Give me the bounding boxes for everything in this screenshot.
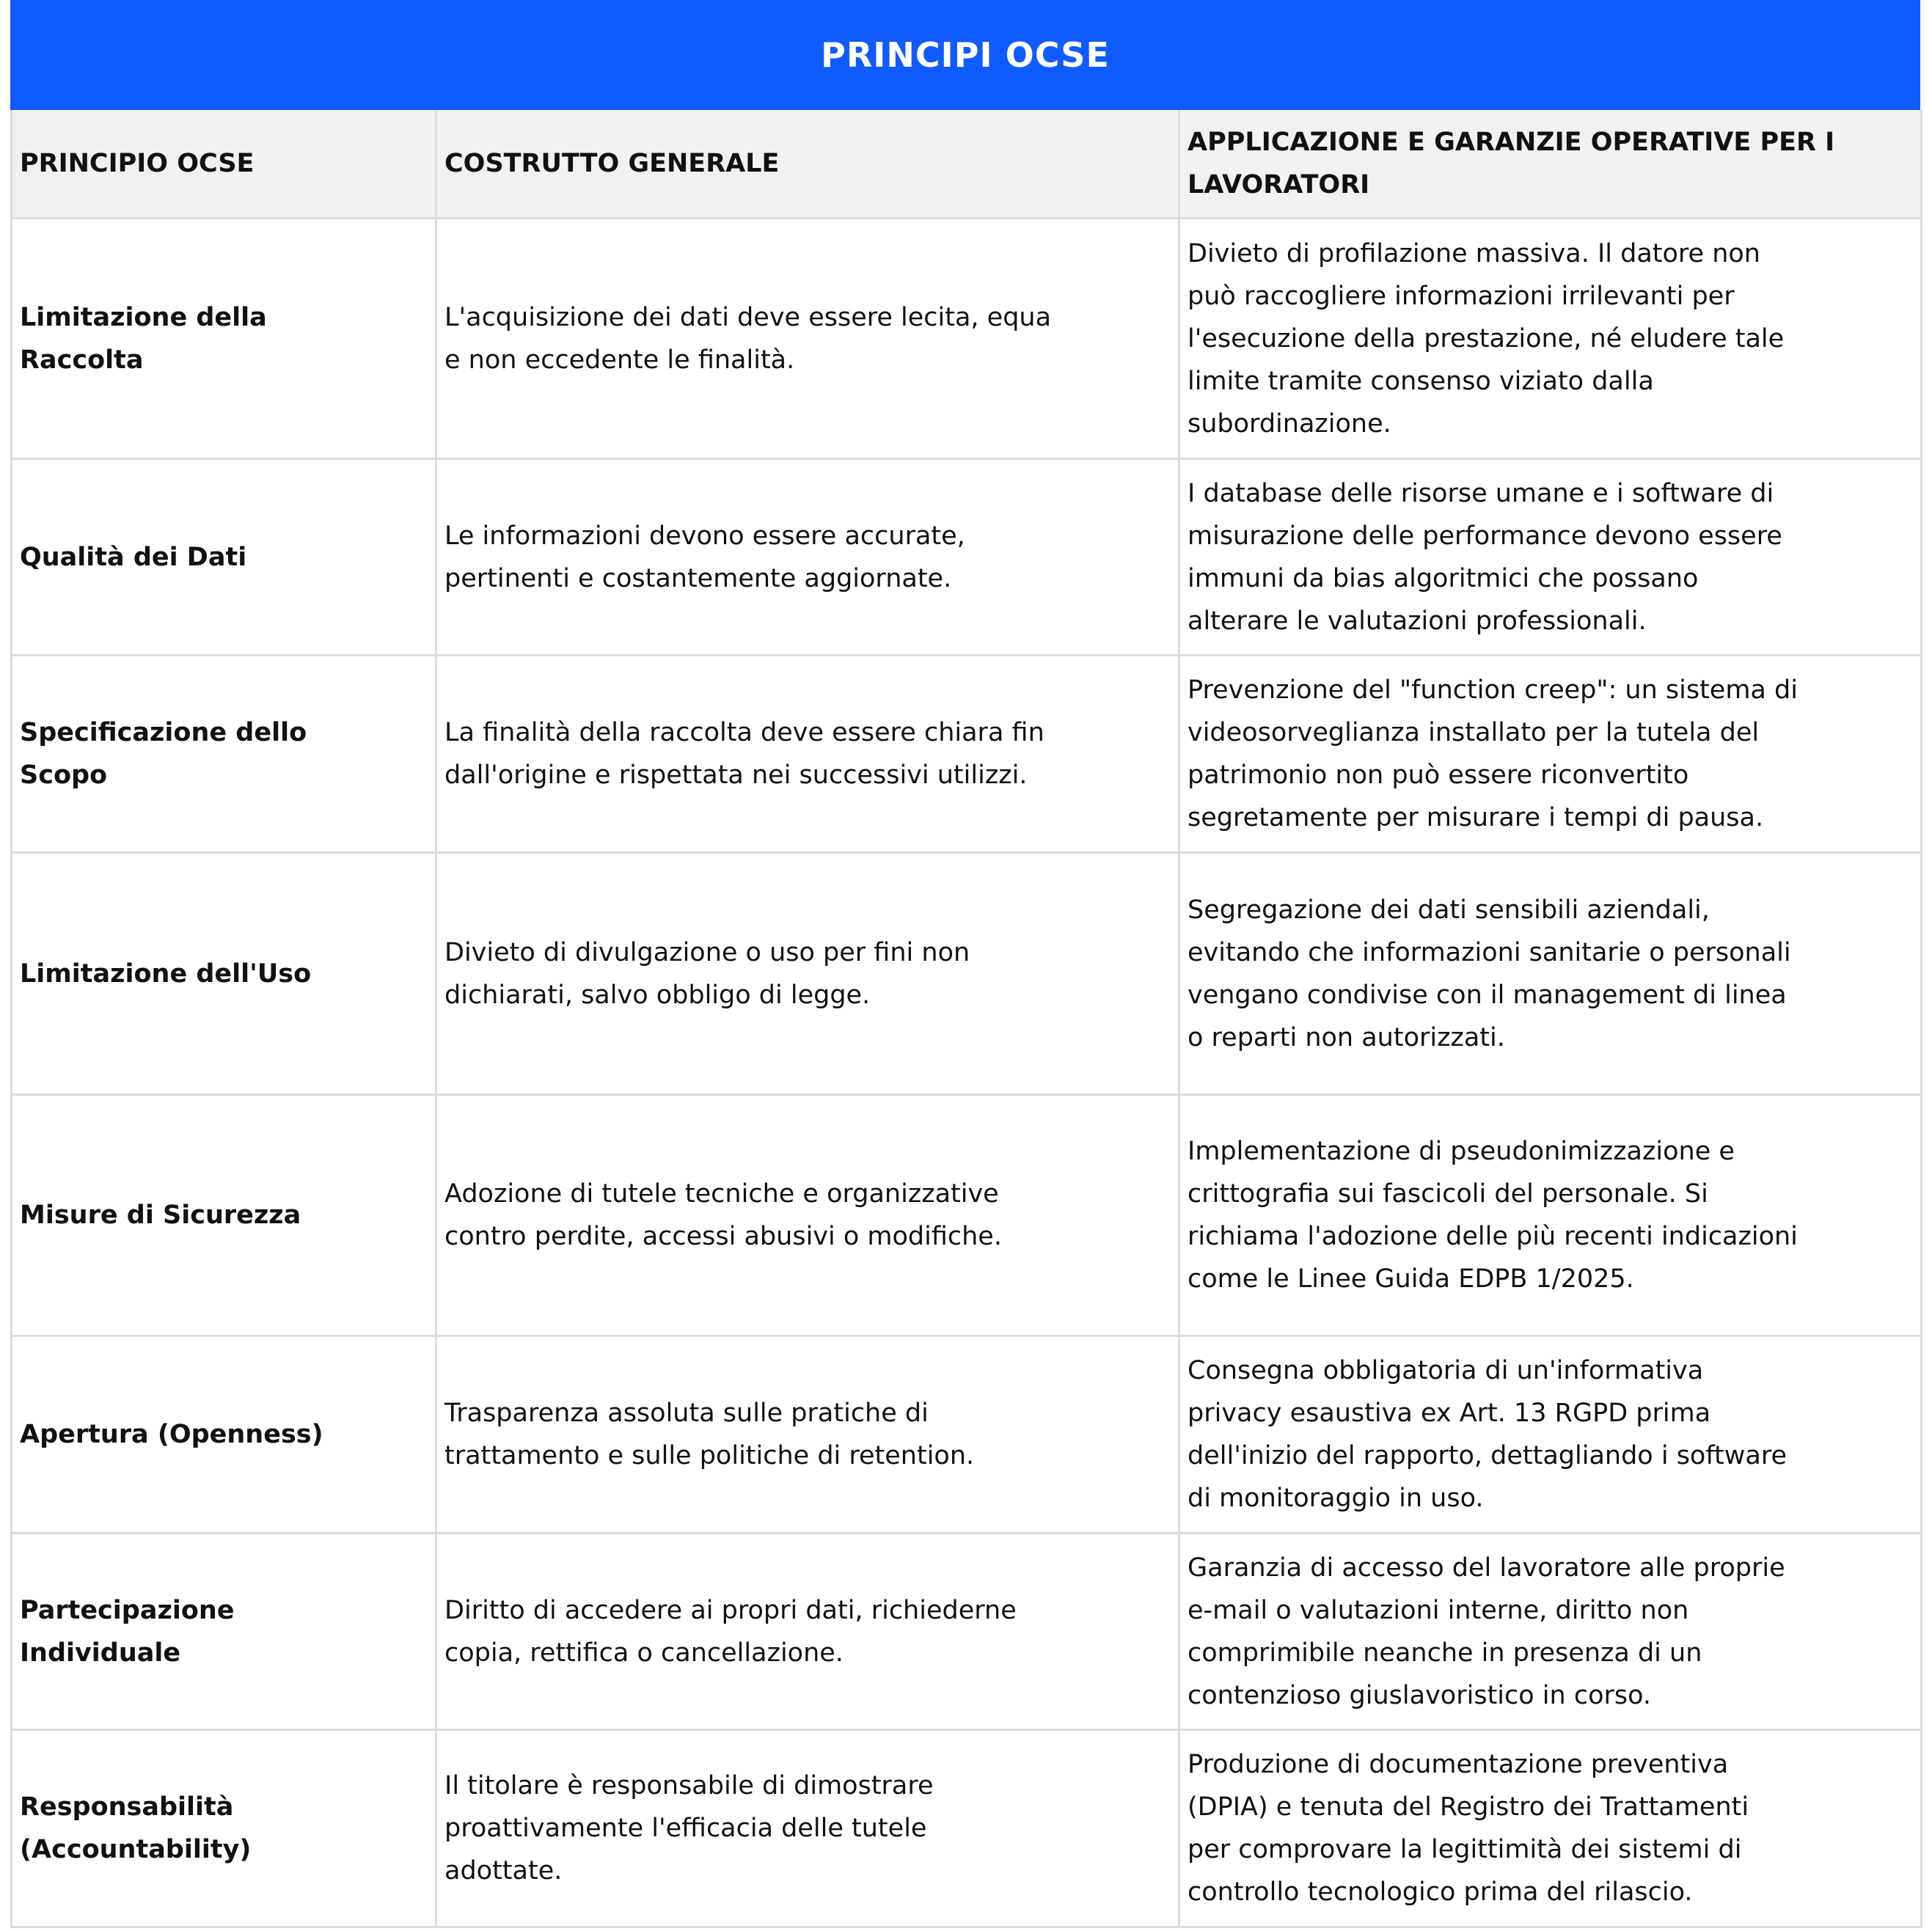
construct-cell: Le informazioni devono essere accurate, pertinenti e costantemente aggiornate. [437,460,1180,656]
application-cell: Segregazione dei dati sensibili aziendali, evitando che informazioni sanitarie o personali vengano condivise con il management di linea o reparti non autorizzati. [1180,854,1922,1096]
principle-cell: Specificazione dello Scopo [12,656,437,854]
principle-cell: Apertura (Openness) [12,1337,437,1534]
principle-cell: Limitazione della Raccolta [12,219,437,460]
construct-cell: La finalità della raccolta deve essere chiara fin dall'origine e rispettata nei successivi utilizzi. [437,656,1180,854]
construct-cell: Divieto di divulgazione o uso per fini non dichiarati, salvo obbligo di legge. [437,854,1180,1096]
column-header-principle: PRINCIPIO OCSE [12,110,437,219]
construct-cell: Adozione di tutele tecniche e organizzative contro perdite, accessi abusivi o modifiche. [437,1096,1180,1337]
application-cell: Garanzia di accesso del lavoratore alle proprie e-mail o valutazioni interne, diritto non comprimibile neanche in presenza di un contenzioso giuslavoristico in corso. [1180,1534,1922,1731]
table-title-bar [10,0,1920,110]
principle-cell: Limitazione dell'Uso [12,854,437,1096]
application-cell: I database delle risorse umane e i software di misurazione delle performance devono essere immuni da bias algoritmici che possano alterare le valutazioni professionali. [1180,460,1922,656]
principle-cell: Partecipazione Individuale [12,1534,437,1731]
application-cell: Prevenzione del "function creep": un sistema di videosorveglianza installato per la tutela del patrimonio non può essere riconvertito segretamente per misurare i tempi di pausa. [1180,656,1922,854]
column-header-construct: COSTRUTTO GENERALE [437,110,1180,219]
construct-cell: L'acquisizione dei dati deve essere lecita, equa e non eccedente le finalità. [437,219,1180,460]
principles-table [10,110,1920,1928]
principle-cell: Responsabilità (Accountability) [12,1731,437,1928]
construct-cell: Il titolare è responsabile di dimostrare proattivamente l'efficacia delle tutele adottate. [437,1731,1180,1928]
principle-cell: Misure di Sicurezza [12,1096,437,1337]
application-cell: Consegna obbligatoria di un'informativa privacy esaustiva ex Art. 13 RGPD prima dell'inizio del rapporto, dettagliando i software di monitoraggio in uso. [1180,1337,1922,1534]
table-title: PRINCIPI OCSE [821,35,1110,75]
column-header-application: APPLICAZIONE E GARANZIE OPERATIVE PER I LAVORATORI [1180,110,1922,219]
application-cell: Produzione di documentazione preventiva (DPIA) e tenuta del Registro dei Trattamenti per comprovare la legittimità dei sistemi di controllo tecnologico prima del rilascio. [1180,1731,1922,1928]
construct-cell: Diritto di accedere ai propri dati, richiederne copia, rettifica o cancellazione. [437,1534,1180,1731]
construct-cell: Trasparenza assoluta sulle pratiche di trattamento e sulle politiche di retention. [437,1337,1180,1534]
application-cell: Divieto di profilazione massiva. Il datore non può raccogliere informazioni irrilevanti per l'esecuzione della prestazione, né eludere tale limite tramite consenso viziato dalla subordinazione. [1180,219,1922,460]
principle-cell: Qualità dei Dati [12,460,437,656]
application-cell: Implementazione di pseudonimizzazione e crittografia sui fascicoli del personale. Si richiama l'adozione delle più recenti indicazioni come le Linee Guida EDPB 1/2025. [1180,1096,1922,1337]
